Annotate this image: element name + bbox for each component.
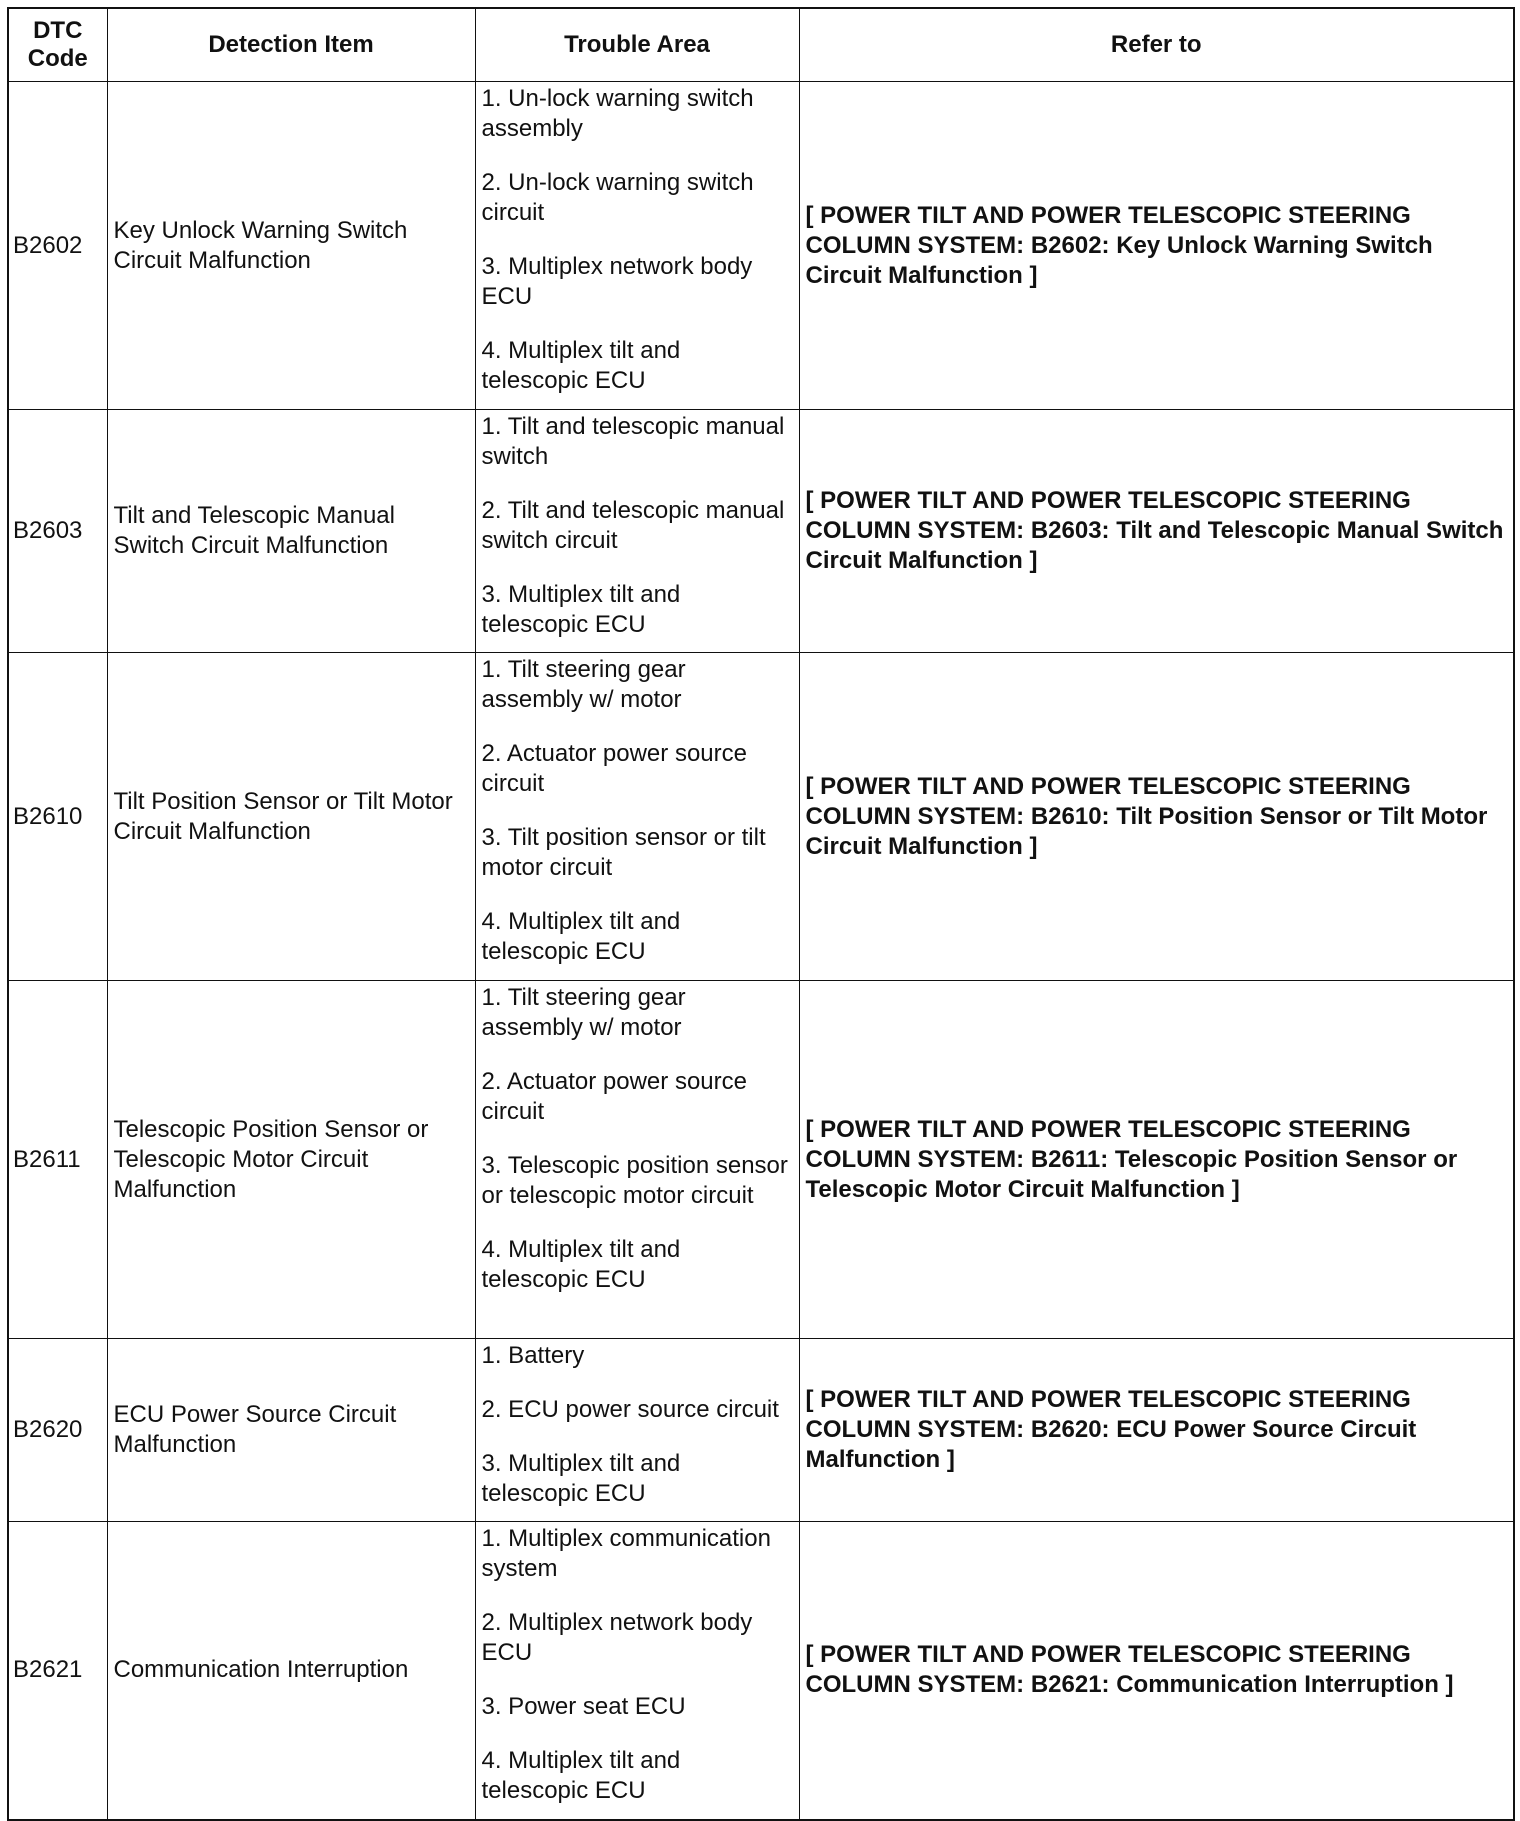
refer-to-link[interactable]: [ POWER TILT AND POWER TELESCOPIC STEERING COLUMN SYSTEM: B2610: Tilt Position Sensor or Tilt Motor Circuit Malfunction ]: [799, 653, 1514, 981]
dtc-code-cell: B2621: [8, 1522, 107, 1820]
trouble-area-item: 3. Tilt position sensor or tilt motor circuit: [481, 824, 766, 881]
trouble-area-item: 4. Multiplex tilt and telescopic ECU: [481, 1747, 681, 1804]
trouble-area-list: [482, 1341, 793, 1509]
trouble-area-item: 3. Multiplex tilt and telescopic ECU: [481, 581, 681, 638]
trouble-area-cell: [475, 981, 799, 1339]
dtc-code-cell: B2620: [8, 1339, 107, 1522]
trouble-area-cell: [475, 653, 799, 981]
refer-to-link[interactable]: [ POWER TILT AND POWER TELESCOPIC STEERING COLUMN SYSTEM: B2611: Telescopic Position Sensor or Telescopic Motor Circuit Malfunction ]: [799, 981, 1514, 1339]
trouble-area-list: [482, 655, 793, 967]
detection-item-cell: Communication Interruption: [107, 1522, 475, 1820]
refer-to-link[interactable]: [ POWER TILT AND POWER TELESCOPIC STEERING COLUMN SYSTEM: B2621: Communication Interruption ]: [799, 1522, 1514, 1820]
header-trouble-area: Trouble Area: [475, 8, 799, 82]
trouble-area-item: 1. Battery: [481, 1342, 585, 1369]
trouble-area-cell: [475, 1522, 799, 1820]
trouble-area-list: [482, 1524, 793, 1806]
detection-item-cell: Tilt and Telescopic Manual Switch Circuit Malfunction: [107, 410, 475, 653]
dtc-table: [7, 7, 1515, 1821]
trouble-area-list: [482, 983, 793, 1295]
trouble-area-item: 1. Tilt steering gear assembly w/ motor: [481, 656, 686, 713]
trouble-area-item: 3. Power seat ECU: [481, 1693, 686, 1720]
detection-item-cell: Key Unlock Warning Switch Circuit Malfunction: [107, 82, 475, 410]
header-refer-to: Refer to: [799, 8, 1514, 82]
detection-item-cell: Tilt Position Sensor or Tilt Motor Circuit Malfunction: [107, 653, 475, 981]
trouble-area-item: 2. Multiplex network body ECU: [481, 1609, 753, 1666]
trouble-area-item: 1. Tilt and telescopic manual switch: [481, 413, 785, 470]
trouble-area-item: 4. Multiplex tilt and telescopic ECU: [481, 1236, 681, 1293]
trouble-area-list: [482, 84, 793, 396]
dtc-code-cell: B2610: [8, 653, 107, 981]
trouble-area-item: 2. Actuator power source circuit: [481, 740, 747, 797]
dtc-code-cell: B2603: [8, 410, 107, 653]
header-detection-item: Detection Item: [107, 8, 475, 82]
dtc-code-cell: B2611: [8, 981, 107, 1339]
trouble-area-item: 4. Multiplex tilt and telescopic ECU: [481, 908, 681, 965]
trouble-area-item: 1. Multiplex communication system: [481, 1525, 771, 1582]
trouble-area-item: 3. Telescopic position sensor or telescopic motor circuit: [481, 1152, 788, 1209]
detection-item-cell: ECU Power Source Circuit Malfunction: [107, 1339, 475, 1522]
trouble-area-item: 2. Actuator power source circuit: [481, 1068, 747, 1125]
trouble-area-cell: [475, 410, 799, 653]
refer-to-link[interactable]: [ POWER TILT AND POWER TELESCOPIC STEERING COLUMN SYSTEM: B2603: Tilt and Telescopic Manual Switch Circuit Malfunction ]: [799, 410, 1514, 653]
trouble-area-cell: [475, 1339, 799, 1522]
header-dtc-code: DTC Code: [8, 8, 107, 82]
trouble-area-item: 1. Un-lock warning switch assembly: [481, 85, 754, 142]
header-row: [8, 8, 1514, 82]
trouble-area-item: 4. Multiplex tilt and telescopic ECU: [481, 337, 681, 394]
trouble-area-item: 3. Multiplex tilt and telescopic ECU: [481, 1450, 681, 1507]
trouble-area-cell: [475, 82, 799, 410]
detection-item-cell: Telescopic Position Sensor or Telescopic Motor Circuit Malfunction: [107, 981, 475, 1339]
trouble-area-item: 2. ECU power source circuit: [481, 1396, 779, 1423]
table-body: [8, 82, 1514, 1820]
table-row: [8, 410, 1514, 653]
refer-to-link[interactable]: [ POWER TILT AND POWER TELESCOPIC STEERING COLUMN SYSTEM: B2620: ECU Power Source Circuit Malfunction ]: [799, 1339, 1514, 1522]
dtc-code-cell: B2602: [8, 82, 107, 410]
trouble-area-item: 1. Tilt steering gear assembly w/ motor: [481, 984, 686, 1041]
table-row: [8, 82, 1514, 410]
trouble-area-item: 2. Tilt and telescopic manual switch circuit: [481, 497, 785, 554]
table-row: [8, 981, 1514, 1339]
refer-to-link[interactable]: [ POWER TILT AND POWER TELESCOPIC STEERING COLUMN SYSTEM: B2602: Key Unlock Warning Switch Circuit Malfunction ]: [799, 82, 1514, 410]
trouble-area-list: [482, 412, 793, 640]
table-row: [8, 653, 1514, 981]
trouble-area-item: 3. Multiplex network body ECU: [481, 253, 753, 310]
table-row: [8, 1339, 1514, 1522]
table-header: [8, 8, 1514, 82]
trouble-area-item: 2. Un-lock warning switch circuit: [481, 169, 754, 226]
table-row: [8, 1522, 1514, 1820]
